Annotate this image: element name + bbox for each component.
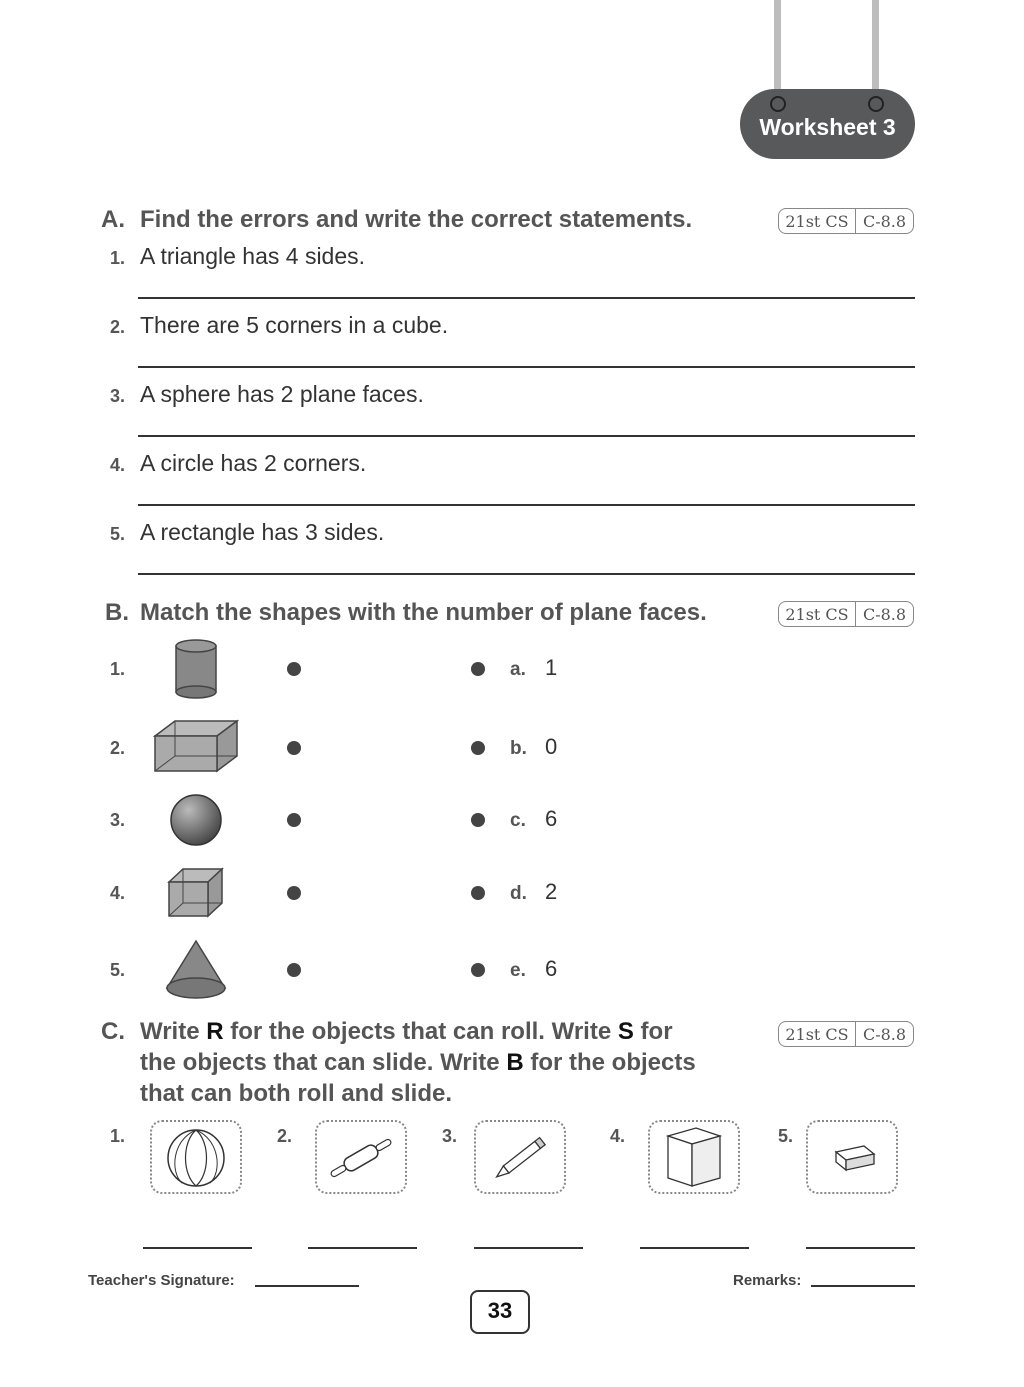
shape-number: 3. [110, 810, 126, 830]
answer-line[interactable] [138, 366, 915, 368]
shape-number: 2. [110, 738, 126, 758]
object-box [474, 1120, 566, 1194]
cone-icon [164, 938, 228, 1002]
worksheet-tag [740, 89, 915, 159]
option-value: 6 [545, 806, 558, 831]
match-dot-left[interactable] [287, 813, 301, 827]
object-number: 1. [110, 1126, 126, 1146]
object-box [648, 1120, 740, 1194]
remarks-line[interactable] [811, 1285, 915, 1287]
badge-left-text: 21st CS [779, 602, 856, 626]
option-letter: a. [510, 659, 526, 680]
match-dot-right[interactable] [471, 963, 485, 977]
item-number: 2. [110, 317, 126, 337]
cylinder-icon [170, 638, 222, 700]
statement: A triangle has 4 sides. [140, 243, 366, 269]
shape-number: 5. [110, 960, 126, 980]
option-value: 1 [545, 655, 558, 680]
eraser-icon [808, 1122, 896, 1192]
badge-right-text: C-8.8 [862, 1024, 907, 1044]
pencil-icon [476, 1122, 564, 1192]
section-b-title: Match the shapes with the number of plane faces. [140, 599, 707, 626]
answer-line[interactable] [143, 1247, 252, 1249]
object-box [806, 1120, 898, 1194]
object-box [315, 1120, 407, 1194]
option-value: 2 [545, 879, 558, 904]
shape-number: 4. [110, 883, 126, 903]
shape-number: 1. [110, 659, 126, 679]
statement: A rectangle has 3 sides. [140, 519, 385, 545]
remarks-label: Remarks: [733, 1272, 802, 1289]
answer-line[interactable] [138, 504, 915, 506]
object-number: 4. [610, 1126, 626, 1146]
section-c-line-2: the objects that can slide. Write B for the objects [140, 1049, 696, 1076]
option-value: 6 [545, 956, 558, 981]
match-dot-right[interactable] [471, 886, 485, 900]
sphere-icon [168, 792, 224, 848]
ball-icon [152, 1122, 240, 1192]
skill-badge-b [778, 601, 914, 627]
item-number: 5. [110, 524, 126, 544]
match-dot-right[interactable] [471, 662, 485, 676]
statement: A circle has 2 corners. [140, 450, 367, 476]
option-letter: c. [510, 810, 526, 831]
statement: There are 5 corners in a cube. [140, 312, 449, 338]
badge-right-text: C-8.8 [862, 211, 907, 231]
section-a-title: Find the errors and write the correct statements. [140, 206, 693, 233]
object-number: 5. [778, 1126, 794, 1146]
answer-line[interactable] [308, 1247, 417, 1249]
object-box [150, 1120, 242, 1194]
answer-line[interactable] [138, 573, 915, 575]
match-dot-left[interactable] [287, 886, 301, 900]
worksheet-label: Worksheet 3 [759, 113, 896, 140]
teacher-signature-label: Teacher's Signature: [88, 1272, 235, 1289]
object-number: 2. [277, 1126, 293, 1146]
cube-icon [166, 866, 226, 920]
badge-left-text: 21st CS [779, 209, 856, 233]
answer-line[interactable] [806, 1247, 915, 1249]
section-c-letter: C. [101, 1018, 125, 1045]
cuboid-icon [152, 718, 240, 774]
tag-string-left [774, 0, 781, 100]
option-letter: d. [510, 883, 527, 904]
skill-badge-a [778, 208, 914, 234]
box-icon [650, 1122, 738, 1192]
page-number [470, 1290, 530, 1334]
object-number: 3. [442, 1126, 458, 1146]
answer-line[interactable] [138, 435, 915, 437]
answer-line[interactable] [640, 1247, 749, 1249]
option-letter: b. [510, 738, 527, 759]
match-dot-right[interactable] [471, 813, 485, 827]
match-dot-left[interactable] [287, 662, 301, 676]
match-dot-left[interactable] [287, 741, 301, 755]
teacher-signature-line[interactable] [255, 1285, 359, 1287]
section-c-line-1: Write R for the objects that can roll. Write S for [140, 1018, 673, 1045]
match-dot-left[interactable] [287, 963, 301, 977]
item-number: 1. [110, 248, 126, 268]
option-value: 0 [545, 734, 558, 759]
statement: A sphere has 2 plane faces. [140, 381, 424, 407]
match-dot-right[interactable] [471, 741, 485, 755]
option-letter: e. [510, 960, 526, 981]
section-c-line-3: that can both roll and slide. [140, 1080, 453, 1107]
page-number-text: 33 [487, 1298, 513, 1323]
badge-left-text: 21st CS [779, 1022, 856, 1046]
answer-line[interactable] [138, 297, 915, 299]
section-c-title [140, 1016, 760, 1109]
tag-ring-right [868, 96, 884, 112]
tag-string-right [872, 0, 879, 100]
item-number: 3. [110, 386, 126, 406]
rolling-pin-icon [317, 1122, 405, 1192]
item-number: 4. [110, 455, 126, 475]
section-a-letter: A. [101, 206, 125, 233]
badge-right-text: C-8.8 [862, 604, 907, 624]
skill-badge-c [778, 1021, 914, 1047]
answer-line[interactable] [474, 1247, 583, 1249]
section-b-letter: B. [105, 599, 129, 626]
tag-ring-left [770, 96, 786, 112]
